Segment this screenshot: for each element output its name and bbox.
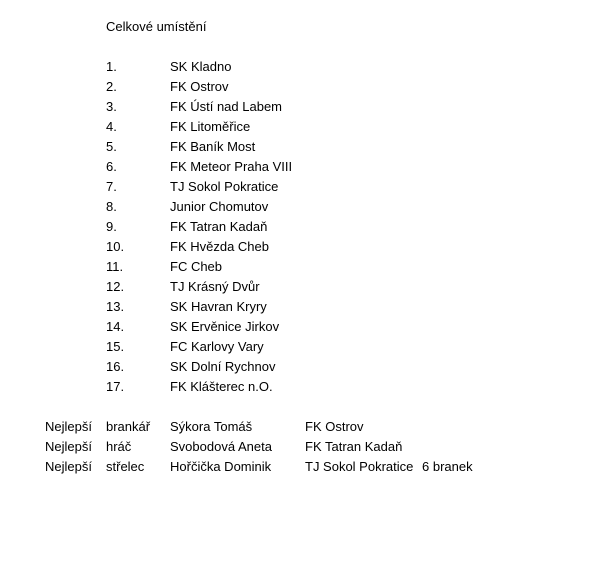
team-name: FK Baník Most [170, 139, 256, 154]
award-player-name: Svobodová Aneta [170, 439, 272, 454]
team-name: FK Meteor Praha VIII [170, 159, 293, 174]
rank-number: 12. [106, 279, 125, 294]
award-label: Nejlepší [45, 459, 92, 474]
awards-list [0, 418, 612, 478]
standings-row [0, 258, 612, 278]
standings-row [0, 358, 612, 378]
rank-number: 7. [106, 179, 117, 194]
award-club: TJ Sokol Pokratice [305, 459, 414, 474]
team-name: FC Karlovy Vary [170, 339, 264, 354]
team-name: FK Ostrov [170, 79, 229, 94]
team-name: SK Ervěnice Jirkov [170, 319, 280, 334]
award-role: střelec [106, 459, 145, 474]
team-name: FC Cheb [170, 259, 223, 274]
standings-row [0, 118, 612, 138]
standings-row [0, 338, 612, 358]
team-name: TJ Sokol Pokratice [170, 179, 279, 194]
award-label: Nejlepší [45, 419, 92, 434]
team-name: FK Klášterec n.O. [170, 379, 273, 394]
award-row-scorer [0, 458, 612, 478]
standings-list [0, 58, 612, 398]
award-player-name: Hořčička Dominik [170, 459, 272, 474]
rank-number: 13. [106, 299, 125, 314]
standings-row [0, 78, 612, 98]
team-name: Junior Chomutov [170, 199, 269, 214]
award-player-name: Sýkora Tomáš [170, 419, 253, 434]
award-label: Nejlepší [45, 439, 92, 454]
standings-row [0, 318, 612, 338]
team-name: FK Litoměřice [170, 119, 251, 134]
award-role: hráč [106, 439, 132, 454]
standings-row [0, 218, 612, 238]
award-club: FK Ostrov [305, 419, 364, 434]
team-name: FK Tatran Kadaň [170, 219, 268, 234]
award-goals-note: 6 branek [422, 459, 473, 474]
rank-number: 9. [106, 219, 117, 234]
standings-row [0, 98, 612, 118]
rank-number: 8. [106, 199, 117, 214]
rank-number: 2. [106, 79, 117, 94]
rank-number: 11. [106, 259, 124, 274]
rank-number: 16. [106, 359, 125, 374]
standings-row [0, 278, 612, 298]
award-row-player [0, 438, 612, 458]
team-name: FK Ústí nad Labem [170, 99, 282, 114]
page-title: Celkové umístění [106, 19, 207, 34]
award-row-goalkeeper [0, 418, 612, 438]
standings-row [0, 138, 612, 158]
rank-number: 4. [106, 119, 117, 134]
rank-number: 15. [106, 339, 125, 354]
team-name: SK Havran Kryry [170, 299, 267, 314]
standings-row [0, 58, 612, 78]
standings-row [0, 298, 612, 318]
standings-row [0, 238, 612, 258]
standings-row [0, 178, 612, 198]
rank-number: 1. [106, 59, 117, 74]
team-name: SK Kladno [170, 59, 232, 74]
standings-row [0, 378, 612, 398]
rank-number: 10. [106, 239, 125, 254]
rank-number: 14. [106, 319, 125, 334]
team-name: SK Dolní Rychnov [170, 359, 276, 374]
rank-number: 3. [106, 99, 117, 114]
rank-number: 6. [106, 159, 117, 174]
standings-row [0, 198, 612, 218]
team-name: TJ Krásný Dvůr [170, 279, 260, 294]
award-club: FK Tatran Kadaň [305, 439, 403, 454]
award-role: brankář [106, 419, 151, 434]
team-name: FK Hvězda Cheb [170, 239, 269, 254]
rank-number: 5. [106, 139, 117, 154]
standings-row [0, 158, 612, 178]
rank-number: 17. [106, 379, 125, 394]
